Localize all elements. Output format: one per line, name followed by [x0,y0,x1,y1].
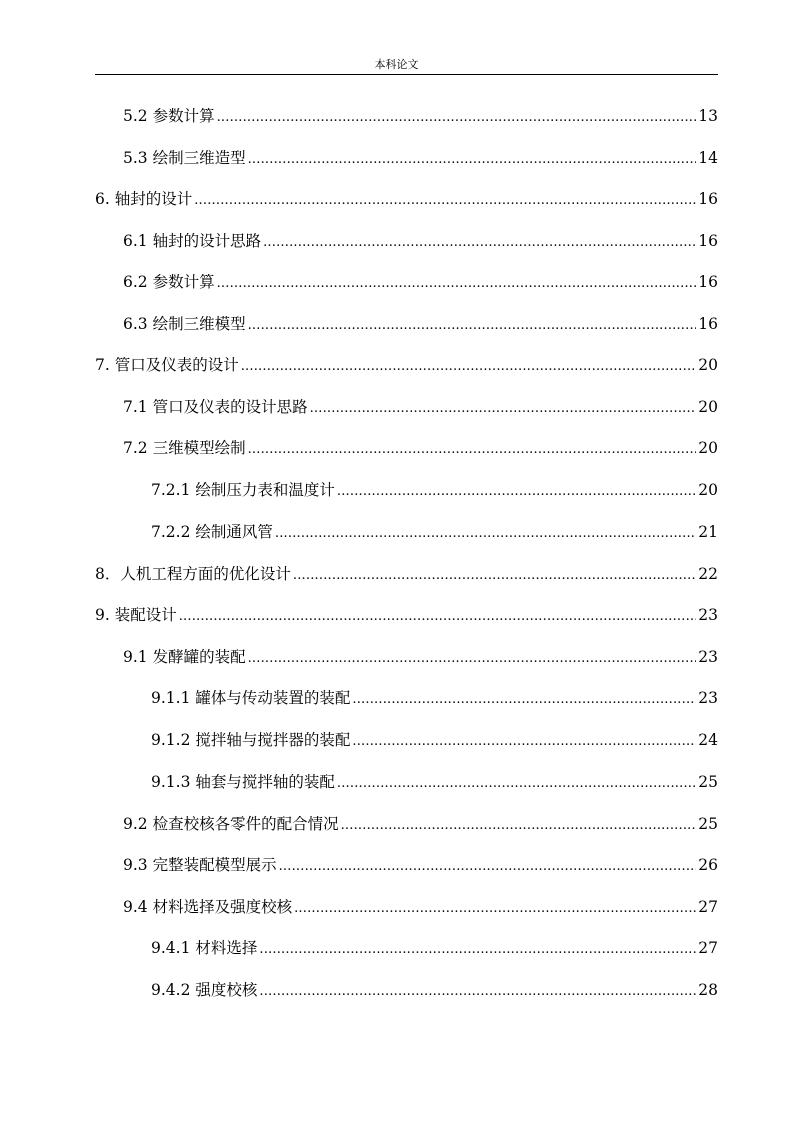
toc-entry-page-number: 14 [698,149,718,167]
toc-entry[interactable] [151,517,718,547]
toc-entry-label: 9.4 材料选择及强度校核 [123,898,293,916]
toc-leader-dots [248,309,697,339]
toc-leader-dots [259,975,696,1005]
header-divider [95,74,718,75]
toc-entry[interactable] [123,101,718,131]
toc-entry-label: 9. 装配设计 [95,606,177,624]
toc-entry-label: 9.1.2 搅拌轴与搅拌器的装配 [151,731,351,749]
toc-entry-label: 7.2.2 绘制通风管 [151,523,273,541]
toc-entry-page-number: 25 [698,773,718,791]
toc-entry-page-number: 23 [698,689,718,707]
toc-entry-label: 7.2.1 绘制压力表和温度计 [151,481,335,499]
toc-entry[interactable] [151,975,718,1005]
toc-entry[interactable] [123,850,718,880]
toc-entry-label: 8．人机工程方面的优化设计 [95,565,291,583]
page-header: 本科论文 [374,58,419,71]
toc-entry-label: 6.1 轴封的设计思路 [123,232,262,250]
toc-entry-label: 6.2 参数计算 [123,273,215,291]
toc-entry-label: 9.4.2 强度校核 [151,981,258,999]
toc-entry[interactable] [95,184,718,214]
toc-leader-dots [337,475,696,505]
toc-entry-label: 7.2 三维模型绘制 [123,439,246,457]
toc-leader-dots [294,892,696,922]
toc-entry[interactable] [123,267,718,297]
toc-leader-dots [293,559,696,589]
toc-leader-dots [341,809,697,839]
toc-entry-page-number: 27 [698,939,718,957]
toc-leader-dots [248,642,697,672]
toc-entry-page-number: 27 [698,898,718,916]
toc-entry-page-number: 25 [698,815,718,833]
toc-entry[interactable] [123,143,718,173]
toc-entry[interactable] [95,600,718,630]
toc-leader-dots [352,683,696,713]
toc-entry[interactable] [151,767,718,797]
toc-entry-page-number: 24 [698,731,718,749]
toc-entry-page-number: 20 [698,356,718,374]
toc-entry-page-number: 16 [698,273,718,291]
toc-entry-label: 5.3 绘制三维造型 [123,149,246,167]
toc-leader-dots [279,850,697,880]
toc-leader-dots [248,433,697,463]
toc-leader-dots [337,767,696,797]
toc-entry-label: 7.1 管口及仪表的设计思路 [123,398,308,416]
toc-entry-label: 6.3 绘制三维模型 [123,315,246,333]
toc-entry[interactable] [123,433,718,463]
toc-entry-page-number: 23 [698,648,718,666]
toc-leader-dots [217,267,697,297]
toc-entry-page-number: 16 [698,190,718,208]
toc-entry-label: 9.4.1 材料选择 [151,939,258,957]
toc-leader-dots [310,392,697,422]
toc-entry-label: 9.1.3 轴套与搅拌轴的装配 [151,773,335,791]
toc-leader-dots [248,143,697,173]
toc-leader-dots [259,933,696,963]
toc-entry-label: 9.1.1 罐体与传动装置的装配 [151,689,351,707]
toc-entry-page-number: 21 [698,523,718,541]
toc-entry[interactable] [123,392,718,422]
toc-entry[interactable] [151,475,718,505]
toc-entry[interactable] [151,683,718,713]
toc-entry-page-number: 23 [698,606,718,624]
toc-entry-page-number: 20 [698,439,718,457]
toc-entry[interactable] [123,642,718,672]
toc-entry-page-number: 20 [698,481,718,499]
toc-entry-page-number: 22 [698,565,718,583]
toc-entry-label: 9.1 发酵罐的装配 [123,648,246,666]
toc-entry[interactable] [151,933,718,963]
toc-entry-page-number: 26 [698,856,718,874]
toc-entry-label: 9.3 完整装配模型展示 [123,856,277,874]
toc-entry-page-number: 13 [698,107,718,125]
toc-entry-label: 5.2 参数计算 [123,107,215,125]
toc-entry-label: 7. 管口及仪表的设计 [95,356,239,374]
toc-entry-label: 9.2 检查校核各零件的配合情况 [123,815,339,833]
toc-entry-page-number: 20 [698,398,718,416]
toc-entry-page-number: 16 [698,232,718,250]
toc-entry[interactable] [95,350,718,380]
toc-entry-label: 6. 轴封的设计 [95,190,193,208]
toc-entry[interactable] [123,892,718,922]
toc-entry-page-number: 28 [698,981,718,999]
toc-entry[interactable] [95,559,718,589]
toc-leader-dots [179,600,697,630]
toc-leader-dots [194,184,696,214]
toc-leader-dots [275,517,696,547]
toc-entry[interactable] [123,226,718,256]
toc-entry[interactable] [123,809,718,839]
toc-entry[interactable] [151,725,718,755]
toc-entry[interactable] [123,309,718,339]
toc-leader-dots [241,350,697,380]
toc-entry-page-number: 16 [698,315,718,333]
toc-leader-dots [263,226,696,256]
toc-leader-dots [352,725,696,755]
toc-leader-dots [217,101,697,131]
